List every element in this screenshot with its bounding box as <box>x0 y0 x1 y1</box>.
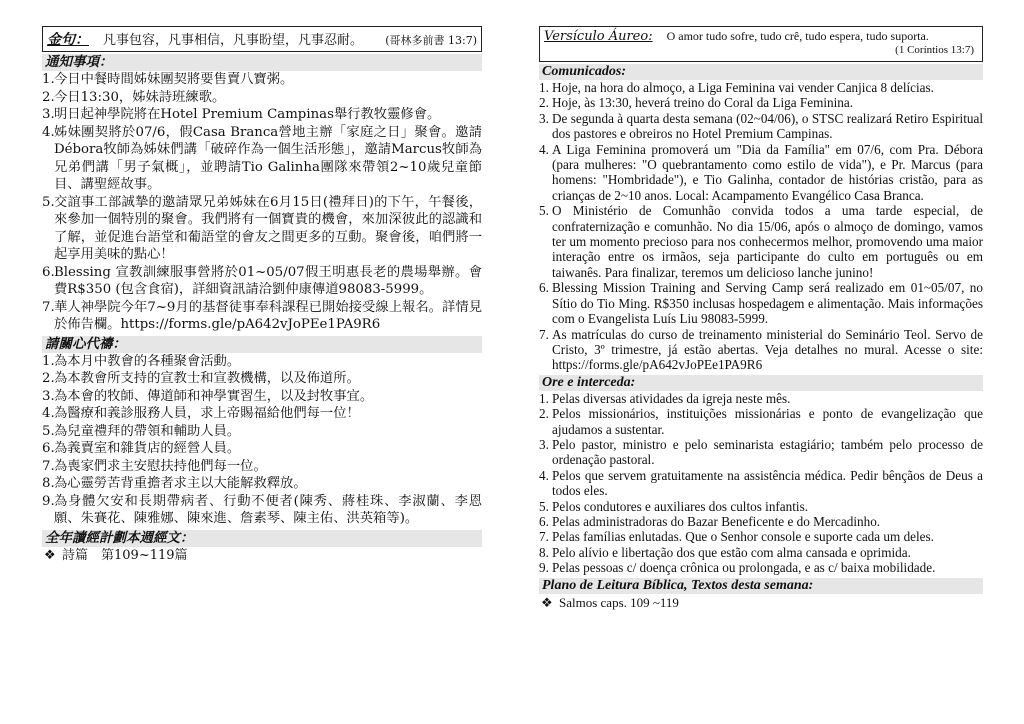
item-text: 今日13:30，姊妹詩班練歌。 <box>54 89 226 105</box>
list-item <box>42 493 482 528</box>
item-text: 為醫療和義診服務人員，求上帝賜福給他們每一位！ <box>54 406 360 421</box>
list-item <box>42 71 482 89</box>
item-number: 2. <box>42 371 55 386</box>
list-item <box>42 264 482 299</box>
item-text: 為心靈勞苦背重擔者求主以大能解救釋放。 <box>54 476 307 491</box>
item-number: 3. <box>539 110 549 126</box>
item-number: 9. <box>539 560 549 576</box>
item-text: Pelas pessoas c/ doença crônica ou prolongada, e as c/ baixa mobilidade. <box>552 560 936 576</box>
item-text: 為義賣室和雜貨店的經營人員。 <box>54 441 241 456</box>
list-item <box>539 437 983 468</box>
item-number: 1. <box>539 80 549 95</box>
list-item <box>42 106 482 124</box>
item-number: 2. <box>539 95 549 111</box>
list-item <box>539 142 983 204</box>
reading-heading: Plano de Leitura Bíblica, Textos desta semana: <box>539 578 983 594</box>
item-number: 7. <box>539 326 549 342</box>
item-text: O Ministério de Comunhão convida todos a uma tarde especial, de confraternização e comunhão. No dia 15/06, após o almoço de domingo, vamos ter um momento precioso para nos conhecermos melhor, promovendo uma maior interação entre os irmãos, seja participante do culto em português ou em taiwanês. Para finalizar, teremos um delicioso lanche junino! <box>552 203 983 280</box>
chinese-column <box>42 26 482 565</box>
list-item <box>42 194 482 264</box>
list-item <box>42 299 482 334</box>
list-item <box>42 405 482 423</box>
item-text: 為喪家們求主安慰扶持他們每一位。 <box>54 458 267 474</box>
list-item <box>42 353 482 371</box>
verse-label: Versículo Áureo: <box>544 29 653 44</box>
list-item <box>42 440 482 458</box>
item-number: 2. <box>42 89 55 105</box>
item-number: 4. <box>539 467 549 483</box>
list-item <box>539 95 983 110</box>
item-text: Pelas famílias enlutadas. Que o Senhor console e suporte cada um deles. <box>552 529 934 545</box>
item-number: 1. <box>42 353 55 369</box>
bullet-icon: ❖ <box>44 547 56 563</box>
item-text: Pelo pastor, ministro e pelo seminarista estagiário; também pelo processo de ordenação pastoral. <box>552 436 983 468</box>
item-text: 為身體欠安和長期帶病者、行動不便者(陳秀、蔣桂珠、李淑蘭、李恩願、朱賽花、陳雅娜、陳來進、詹素琴、陳主佑、洪英箱等)。 <box>54 493 482 526</box>
list-item <box>539 203 983 280</box>
item-text: 為本會的牧師、傳道師和神學實習生，以及封牧事宜。 <box>54 388 374 404</box>
prayer-heading: Ore e interceda: <box>539 375 983 391</box>
verse-label: 金句： <box>47 32 89 48</box>
list-item <box>539 514 983 529</box>
item-number: 4. <box>42 124 55 140</box>
item-text: 為本教會所支持的宣教士和宣教機構，以及佈道所。 <box>54 371 360 386</box>
verse-reference: (1 Coríntios 13:7) <box>895 44 974 56</box>
prayer-list <box>42 353 482 528</box>
item-text: Pelos missionários, instituições missionárias e ponto de evangelização que ajudamos a sustentar. <box>552 406 983 437</box>
item-text: De segunda à quarta desta semana (02~04/06), o STSC realizará Retiro Espiritual dos pastores e obreiros no Hotel Premium Campinas. <box>552 110 983 142</box>
list-item <box>539 560 983 575</box>
item-text: 姊妹團契將於07/6，假Casa Branca營地主辦「家庭之日」聚會。邀請Débora牧師為姊妹們講「破碎作為一個生活形態」，邀請Marcus牧師為兄弟們講「男子氣概」，並聘請Tio Galinha團隊來帶領2~10歲兒童節目、講聖經故事。 <box>54 124 482 192</box>
announcements-heading: Comunicados: <box>539 64 983 80</box>
item-number: 5. <box>539 203 549 219</box>
item-text: Pelos condutores e auxiliares dos cultos infantis. <box>552 498 809 514</box>
reading-text: Salmos caps. 109 ~119 <box>559 594 679 610</box>
item-number: 2. <box>539 406 549 422</box>
item-text: 為兒童禮拜的帶領和輔助人員。 <box>54 423 241 439</box>
list-item <box>42 423 482 441</box>
list-item <box>539 545 983 560</box>
item-number: 3. <box>42 107 55 122</box>
prayer-list <box>539 391 983 576</box>
item-number: 7. <box>42 299 55 315</box>
announcements-heading: 通知事項： <box>42 54 482 71</box>
item-number: 4. <box>539 141 549 157</box>
verse-box <box>42 26 482 52</box>
portuguese-column <box>539 26 983 612</box>
item-text: Blessing Mission Training and Serving Camp será realizado em 01~05/07, no Sítio do Tio Ming. R$350 inclusas hospedagem e alimentação. Mais informações com o Evangelista Luís Liu 98083-5999. <box>552 280 983 327</box>
list-item <box>539 468 983 499</box>
prayer-heading: 請關心代禱： <box>42 336 482 353</box>
list-item <box>42 475 482 493</box>
item-text: Pelo alívio e libertação dos que estão com alma cansada e oprimida. <box>552 544 911 560</box>
item-number: 9. <box>42 493 55 509</box>
item-text: 明日起神學院將在Hotel Premium Campinas舉行教牧靈修會。 <box>54 107 441 122</box>
item-number: 5. <box>42 423 55 439</box>
verse-reference: (哥林多前書 13:7) <box>385 34 477 47</box>
item-number: 5. <box>539 498 549 514</box>
item-number: 8. <box>42 476 55 491</box>
item-number: 1. <box>539 390 549 406</box>
verse-text: O amor tudo sofre, tudo crê, tudo espera, tudo suporta. <box>666 29 929 43</box>
reading-item <box>539 594 983 612</box>
item-number: 6. <box>539 280 549 296</box>
item-text: Pelos que servem gratuitamente na assistência médica. Pedir bênçãos de Deus a todos eles. <box>552 467 983 499</box>
reading-heading: 全年讀經計劃本週經文： <box>42 530 482 547</box>
list-item <box>539 280 983 326</box>
item-number: 8. <box>539 544 549 560</box>
item-number: 1. <box>42 72 55 87</box>
item-text: Hoje, às 13:30, heverá treino do Coral da Liga Feminina. <box>552 95 854 111</box>
list-item <box>539 529 983 544</box>
reading-text: 詩篇 第109~119篇 <box>62 547 188 563</box>
item-number: 6. <box>42 264 55 280</box>
item-text: Pelas diversas atividades da igreja neste mês. <box>552 390 791 406</box>
list-item <box>539 80 983 95</box>
list-item <box>539 499 983 514</box>
announcements-list <box>42 71 482 334</box>
item-text: 今日中餐時間姊妹團契將要售賣八寶粥。 <box>54 72 294 87</box>
item-number: 5. <box>42 194 55 210</box>
item-text: Blessing 宣教訓練服事營將於01~05/07假王明惠長老的農場舉辦。會費R$350 (包含食宿)，詳細資訊請洽劉仲康傳道98083-5999。 <box>54 264 482 297</box>
item-number: 7. <box>539 529 549 545</box>
list-item <box>539 327 983 373</box>
bullet-icon: ❖ <box>541 594 553 610</box>
item-text: Hoje, na hora do almoço, a Liga Feminina vai vender Canjica 8 delícias. <box>552 80 934 95</box>
verse-text: 凡事包容，凡事相信，凡事盼望，凡事忍耐。 <box>103 33 364 48</box>
item-text: As matrículas do curso de treinamento ministerial do Seminário Teol. Servo de Cristo, 3º trimestre, já estão abertas. Veja detalhes no mural. Acesse o site: https://forms.gle/pA642vJoPEe1PA9R6 <box>552 326 983 373</box>
item-number: 6. <box>539 513 549 529</box>
list-item <box>42 124 482 194</box>
list-item <box>539 391 983 406</box>
item-text: A Liga Feminina promoverá um "Dia da Família" em 07/6, com Pra. Débora (para mulheres: "O quebrantamento como estilo de vida"), e Pr. Marcus (para homens: "Hombridade"), e Tio Galinha, contador de histórias cristão, para as crianças de 2~10 anos. Local: Acampamento Evangélico Casa Branca. <box>552 141 983 203</box>
item-number: 7. <box>42 458 55 474</box>
verse-box <box>539 26 983 62</box>
item-number: 3. <box>42 388 55 404</box>
item-text: 交誼事工部誠摯的邀請眾兄弟姊妹在6月15日(禮拜日)的下午，午餐後，來參加一個特別的聚會。我們將有一個寶貴的機會，來加深彼此的認識和了解，並促進台語堂和葡語堂的會友之間更多的互動。聚會後，咱們將一起享用美味的點心！ <box>54 194 482 262</box>
list-item <box>539 111 983 142</box>
list-item <box>42 89 482 107</box>
item-number: 3. <box>539 436 549 452</box>
list-item <box>42 388 482 406</box>
announcements-list <box>539 80 983 373</box>
item-number: 4. <box>42 406 55 421</box>
item-text: 華人神學院今年7~9月的基督徒事奉科課程已開始接受線上報名。詳情見於佈告欄。https://forms.gle/pA642vJoPEe1PA9R6 <box>54 299 482 332</box>
list-item <box>42 370 482 388</box>
reading-item <box>42 547 482 565</box>
item-text: Pelas administradoras do Bazar Beneficente e do Mercadinho. <box>552 513 881 529</box>
list-item <box>42 458 482 476</box>
list-item <box>539 406 983 437</box>
item-number: 6. <box>42 441 55 456</box>
item-text: 為本月中教會的各種聚會活動。 <box>54 353 241 369</box>
